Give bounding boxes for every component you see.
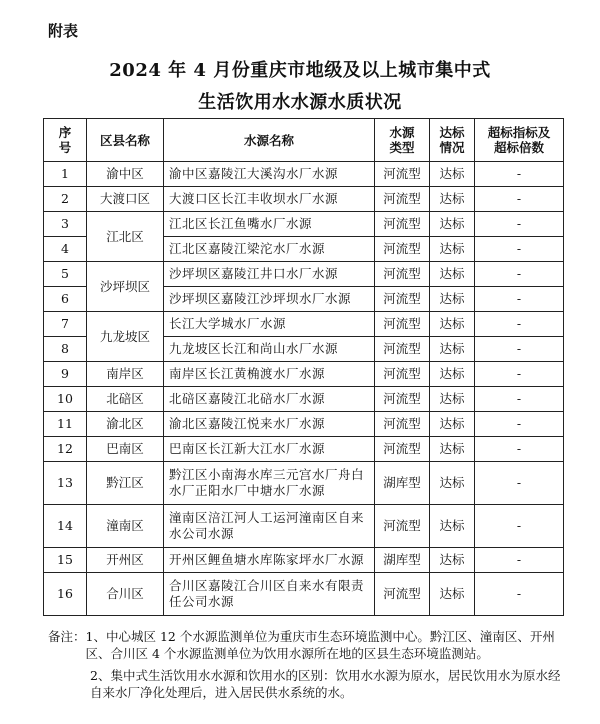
note-1: 1、中心城区 12 个水源监测单位为重庆市生态环境监测中心。黔江区、潼南区、开州区、合川区 4 个水源监测单位为饮用水源所在地的区县生态环境监测站。 (85, 629, 555, 661)
cell-no: 1 (44, 162, 87, 187)
cell-no: 3 (44, 212, 87, 237)
cell-no: 6 (44, 287, 87, 312)
cell-source: 巴南区长江新大江水厂水源 (164, 437, 375, 462)
cell-district: 开州区 (87, 548, 164, 573)
table-row (44, 573, 564, 616)
cell-no: 9 (44, 362, 87, 387)
cell-type: 湖库型 (375, 462, 430, 505)
table-header-row (44, 119, 564, 162)
cell-status: 达标 (430, 462, 475, 505)
cell-district: 大渡口区 (87, 187, 164, 212)
table-row (44, 212, 564, 237)
table-row (44, 187, 564, 212)
cell-exceedance: - (475, 212, 564, 237)
table-row (44, 387, 564, 412)
cell-district: 潼南区 (87, 505, 164, 548)
cell-source: 沙坪坝区嘉陵江井口水厂水源 (164, 262, 375, 287)
cell-exceedance: - (475, 437, 564, 462)
table-row (44, 548, 564, 573)
cell-type: 河流型 (375, 162, 430, 187)
cell-district: 合川区 (87, 573, 164, 616)
cell-no: 14 (44, 505, 87, 548)
cell-district: 巴南区 (87, 437, 164, 462)
cell-no: 5 (44, 262, 87, 287)
notes-label: 备注： (48, 629, 86, 644)
cell-no: 10 (44, 387, 87, 412)
cell-type: 河流型 (375, 412, 430, 437)
cell-district: 江北区 (87, 212, 164, 262)
cell-type: 河流型 (375, 437, 430, 462)
cell-district: 九龙坡区 (87, 312, 164, 362)
cell-district: 沙坪坝区 (87, 262, 164, 312)
cell-type: 河流型 (375, 312, 430, 337)
cell-type: 河流型 (375, 212, 430, 237)
cell-status: 达标 (430, 187, 475, 212)
header-type: 水源 类型 (375, 119, 430, 162)
cell-no: 7 (44, 312, 87, 337)
cell-source: 江北区嘉陵江梁沱水厂水源 (164, 237, 375, 262)
cell-type: 河流型 (375, 187, 430, 212)
cell-district: 南岸区 (87, 362, 164, 387)
cell-district: 黔江区 (87, 462, 164, 505)
table-row (44, 462, 564, 505)
cell-district: 北碚区 (87, 387, 164, 412)
cell-exceedance: - (475, 505, 564, 548)
notes-section (48, 628, 568, 701)
table-row (44, 162, 564, 187)
cell-status: 达标 (430, 505, 475, 548)
cell-no: 15 (44, 548, 87, 573)
cell-exceedance: - (475, 362, 564, 387)
header-source: 水源名称 (164, 119, 375, 162)
cell-district: 渝北区 (87, 412, 164, 437)
cell-status: 达标 (430, 212, 475, 237)
table-row (44, 412, 564, 437)
table-row (44, 262, 564, 287)
cell-status: 达标 (430, 548, 475, 573)
cell-exceedance: - (475, 187, 564, 212)
cell-district: 渝中区 (87, 162, 164, 187)
cell-no: 2 (44, 187, 87, 212)
cell-source: 潼南区涪江河人工运河潼南区自来水公司水源 (164, 505, 375, 548)
cell-source: 沙坪坝区嘉陵江沙坪坝水厂水源 (164, 287, 375, 312)
cell-exceedance: - (475, 387, 564, 412)
cell-type: 河流型 (375, 573, 430, 616)
cell-status: 达标 (430, 287, 475, 312)
cell-status: 达标 (430, 262, 475, 287)
cell-type: 河流型 (375, 237, 430, 262)
page-title-line-1: 2024 年 4 月份重庆市地级及以上城市集中式 (109, 60, 491, 81)
table-row (44, 362, 564, 387)
cell-status: 达标 (430, 312, 475, 337)
cell-source: 南岸区长江黄桷渡水厂水源 (164, 362, 375, 387)
cell-exceedance: - (475, 337, 564, 362)
header-no: 序 号 (44, 119, 87, 162)
cell-source: 江北区长江鱼嘴水厂水源 (164, 212, 375, 237)
cell-exceedance: - (475, 548, 564, 573)
cell-type: 河流型 (375, 362, 430, 387)
cell-no: 11 (44, 412, 87, 437)
header-status: 达标 情况 (430, 119, 475, 162)
cell-no: 16 (44, 573, 87, 616)
cell-status: 达标 (430, 237, 475, 262)
cell-type: 河流型 (375, 287, 430, 312)
cell-status: 达标 (430, 412, 475, 437)
cell-source: 合川区嘉陵江合川区自来水有限责任公司水源 (164, 573, 375, 616)
cell-exceedance: - (475, 162, 564, 187)
cell-type: 河流型 (375, 387, 430, 412)
cell-status: 达标 (430, 437, 475, 462)
cell-exceedance: - (475, 462, 564, 505)
cell-type: 河流型 (375, 505, 430, 548)
cell-status: 达标 (430, 387, 475, 412)
water-quality-table (43, 118, 564, 616)
attachment-label: 附表 (48, 22, 79, 40)
page-title-line-2: 生活饮用水水源水质状况 (198, 92, 402, 113)
table-row (44, 437, 564, 462)
cell-source: 渝北区嘉陵江悦来水厂水源 (164, 412, 375, 437)
cell-type: 河流型 (375, 337, 430, 362)
header-district: 区县名称 (87, 119, 164, 162)
cell-type: 河流型 (375, 262, 430, 287)
cell-no: 8 (44, 337, 87, 362)
cell-exceedance: - (475, 287, 564, 312)
cell-exceedance: - (475, 262, 564, 287)
cell-no: 12 (44, 437, 87, 462)
cell-exceedance: - (475, 412, 564, 437)
cell-source: 渝中区嘉陵江大溪沟水厂水源 (164, 162, 375, 187)
cell-source: 大渡口区长江丰收坝水厂水源 (164, 187, 375, 212)
cell-exceedance: - (475, 312, 564, 337)
cell-type: 湖库型 (375, 548, 430, 573)
cell-status: 达标 (430, 362, 475, 387)
cell-no: 4 (44, 237, 87, 262)
cell-status: 达标 (430, 337, 475, 362)
cell-source: 开州区鲤鱼塘水库陈家坪水厂水源 (164, 548, 375, 573)
cell-source: 黔江区小南海水库三元宫水厂舟白水厂正阳水厂中塘水厂水源 (164, 462, 375, 505)
note-2: 2、集中式生活饮用水水源和饮用水的区别：饮用水水源为原水，居民饮用水为原水经自来水厂净化处理后，进入居民供水系统的水。 (90, 668, 561, 700)
table-row (44, 505, 564, 548)
cell-no: 13 (44, 462, 87, 505)
table-row (44, 312, 564, 337)
cell-status: 达标 (430, 162, 475, 187)
header-exceedance: 超标指标及 超标倍数 (475, 119, 564, 162)
cell-exceedance: - (475, 573, 564, 616)
cell-source: 北碚区嘉陵江北碚水厂水源 (164, 387, 375, 412)
cell-source: 九龙坡区长江和尚山水厂水源 (164, 337, 375, 362)
cell-exceedance: - (475, 237, 564, 262)
cell-source: 长江大学城水厂水源 (164, 312, 375, 337)
cell-status: 达标 (430, 573, 475, 616)
